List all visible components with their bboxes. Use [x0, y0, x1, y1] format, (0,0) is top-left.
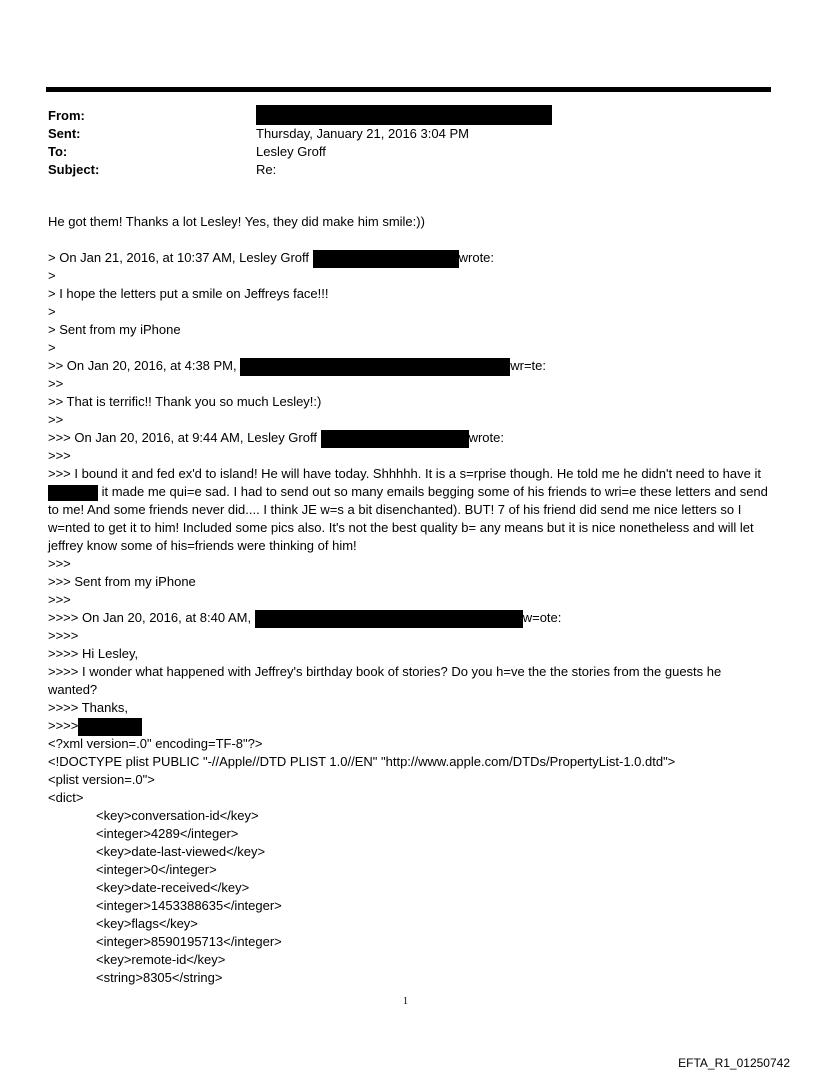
quote-line: > I hope the letters put a smile on Jeffreys face!!! [48, 286, 329, 301]
quote-line: >>> [48, 556, 71, 571]
xml-line: <integer>4289</integer> [96, 826, 239, 841]
quote-line: > [48, 340, 56, 355]
quote-line: >>>> Thanks, [48, 700, 128, 715]
xml-line: <string>8305</string> [96, 970, 223, 985]
redaction [321, 430, 469, 448]
redaction [78, 718, 142, 736]
quote-text: w=ote: [522, 610, 562, 625]
quote-line: >> [48, 412, 64, 427]
subject-value: Re: [256, 162, 277, 177]
quote-line: >> That is terrific!! Thank you so much Lesley!:) [48, 394, 322, 409]
quote-line [48, 609, 773, 627]
xml-line: <key>flags</key> [96, 916, 198, 931]
quote-line: >>>> [48, 628, 79, 643]
quote-line: > [48, 268, 56, 283]
xml-line: <key>conversation-id</key> [96, 808, 259, 823]
quote-text: >> On Jan 20, 2016, at 4:38 PM, [48, 358, 241, 373]
to-value: Lesley Groff [256, 144, 326, 159]
from-redaction [256, 105, 552, 125]
redaction [48, 485, 98, 501]
xml-line: <?xml version=.0" encoding=TF-8"?> [48, 736, 263, 751]
quote-line: >>> [48, 448, 71, 463]
quote-text: wrote: [458, 250, 495, 265]
xml-line: <key>date-received</key> [96, 880, 250, 895]
redaction [255, 610, 523, 628]
xml-line: <integer>8590195713</integer> [96, 934, 282, 949]
redaction [313, 250, 459, 268]
quote-text: >>> I bound it and fed ex'd to island! He will have today. Shhhhh. It is a s=rprise though. He told me he didn't need to have it [48, 466, 761, 481]
header-rule [46, 87, 771, 92]
document-id: EFTA_R1_01250742 [678, 1056, 790, 1070]
sent-value: Thursday, January 21, 2016 3:04 PM [256, 126, 469, 141]
redaction [240, 358, 510, 376]
quote-text: >>>> [48, 718, 79, 733]
intro-line: He got them! Thanks a lot Lesley! Yes, they did make him smile:)) [48, 214, 425, 229]
quote-line: > [48, 304, 56, 319]
page-number: 1 [403, 996, 408, 1007]
quote-line: >> [48, 376, 64, 391]
sent-label: Sent: [48, 126, 81, 141]
quote-text: wrote: [468, 430, 504, 445]
quote-line [48, 249, 773, 267]
from-label: From: [48, 108, 85, 123]
quote-text: >>> On Jan 20, 2016, at 9:44 AM, Lesley Groff [48, 430, 321, 445]
quote-paragraph: >>>> I wonder what happened with Jeffrey's birthday book of stories? Do you h=ve the the stories from the guests he wanted? [48, 664, 722, 697]
xml-line: <key>date-last-viewed</key> [96, 844, 266, 859]
quote-line: > Sent from my iPhone [48, 322, 181, 337]
email-body [48, 213, 773, 987]
quote-line [48, 429, 773, 447]
quote-line: >>> Sent from my iPhone [48, 574, 196, 589]
xml-line: <key>remote-id</key> [96, 952, 226, 967]
quote-text: >>>> On Jan 20, 2016, at 8:40 AM, [48, 610, 255, 625]
quote-line: >>>> Hi Lesley, [48, 646, 139, 661]
subject-label: Subject: [48, 162, 100, 177]
to-label: To: [48, 144, 68, 159]
quote-paragraph [48, 465, 773, 555]
xml-line: <dict> [48, 790, 84, 805]
quote-line: >>> [48, 592, 71, 607]
xml-line: <plist version=.0"> [48, 772, 155, 787]
xml-line: <!DOCTYPE plist PUBLIC "-//Apple//DTD PLIST 1.0//EN" "http://www.apple.com/DTDs/PropertyList-1.0.dtd"> [48, 754, 676, 769]
quote-line [48, 717, 773, 735]
xml-line: <integer>1453388635</integer> [96, 898, 282, 913]
quote-text: it made me qui=e sad. I had to send out so many emails begging some of his friends to wri=e these letters and send to me! And some friends never did.... I think JE w=s a bit disenchanted). BUT! 7 of his friend did send me nice letters so I w=nted to get it to him! Included some pics also. It's not the best quality b= any means but it is nice nonetheless and will let jeffrey know some of his=friends were thinking of him! [48, 484, 768, 553]
quote-text: > On Jan 21, 2016, at 10:37 AM, Lesley Groff [48, 250, 313, 265]
quote-text: wr=te: [510, 358, 547, 373]
xml-line: <integer>0</integer> [96, 862, 217, 877]
quote-line [48, 357, 773, 375]
